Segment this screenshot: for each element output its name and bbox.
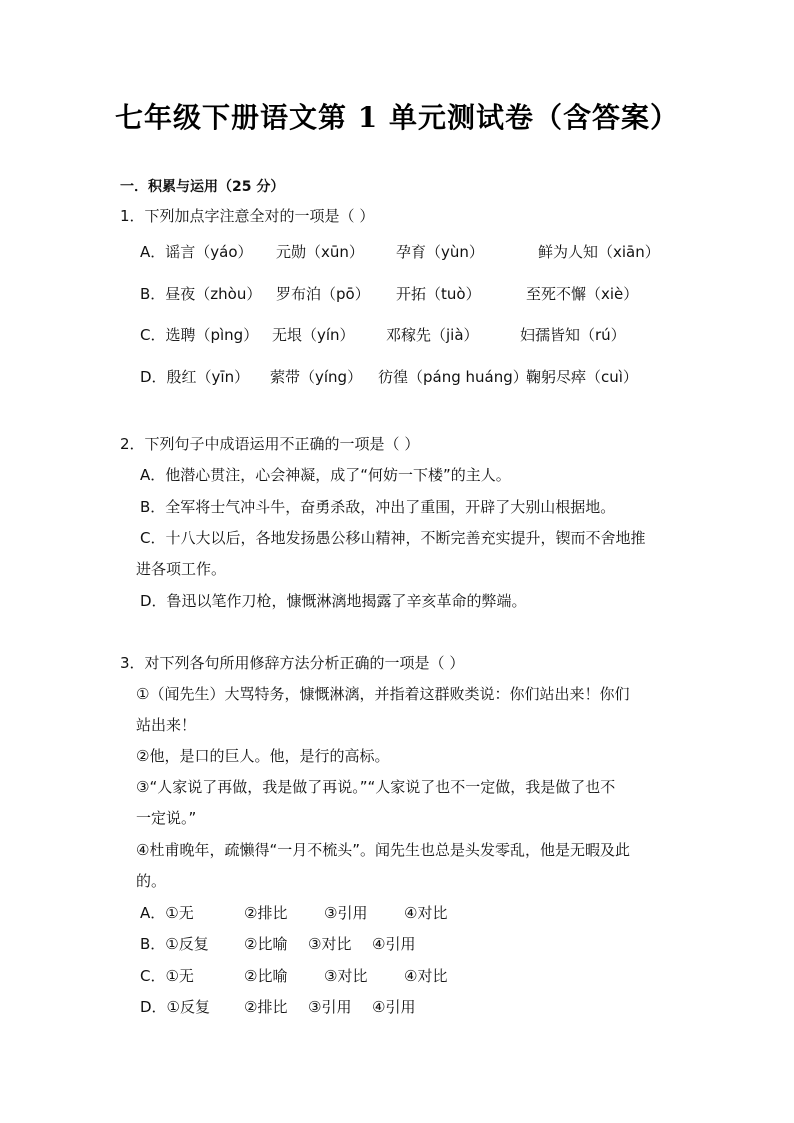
option-item: 鞠躬尽瘁（cuì） <box>526 368 638 386</box>
option-item: D．殷红（yīn） <box>140 368 250 386</box>
option-item: 开拓（tuò） <box>396 285 481 303</box>
option-item: ③对比 <box>308 935 352 953</box>
question-2-option-c-continued: 进各项工作。 <box>136 560 227 578</box>
option-item: ②比喻 <box>244 967 288 985</box>
option-item: 无垠（yín） <box>272 326 355 344</box>
question-3-sentence-3: ③“人家说了再做，我是做了再说。”“人家说了也不一定做，我是做了也不 <box>136 778 616 796</box>
question-3-sentence-2: ②他，是口的巨人。他，是行的高标。 <box>136 747 390 765</box>
question-2-option-a: A．他潜心贯注，心会神凝，成了“何妨一下楼”的主人。 <box>140 466 511 484</box>
option-item: B．①反复 <box>140 935 209 953</box>
question-3-sentence-3-continued: 一定说。” <box>136 809 197 827</box>
question-3-stem: 3．对下列各句所用修辞方法分析正确的一项是（ ） <box>120 654 465 672</box>
option-item: A．谣言（yáo） <box>140 243 253 261</box>
option-item: 罗布泊（pō） <box>276 285 370 303</box>
option-item: A．①无 <box>140 904 194 922</box>
option-item: C．选聘（pìng） <box>140 326 259 344</box>
document-title: 七年级下册语文第 1 单元测试卷（含答案） <box>115 101 679 134</box>
option-item: 妇孺皆知（rú） <box>520 326 626 344</box>
option-item: ④对比 <box>404 904 448 922</box>
question-2-stem: 2．下列句子中成语运用不正确的一项是（ ） <box>120 435 420 453</box>
question-3-sentence-4-continued: 的。 <box>136 872 167 890</box>
question-3-sentence-1: ①（闻先生）大骂特务，慷慨淋漓，并指着这群败类说：你们站出来！你们 <box>136 685 630 703</box>
option-item: 鲜为人知（xiān） <box>538 243 660 261</box>
option-item: B．昼夜（zhòu） <box>140 285 262 303</box>
option-item: D．①反复 <box>140 998 210 1016</box>
option-item: 萦带（yíng） <box>270 368 363 386</box>
option-item: ③引用 <box>308 998 352 1016</box>
option-item: C．①无 <box>140 967 194 985</box>
option-item: ④引用 <box>372 998 416 1016</box>
option-item: 孕育（yùn） <box>396 243 484 261</box>
option-item: ④引用 <box>372 935 416 953</box>
question-3-sentence-4: ④杜甫晚年，疏懒得“一月不梳头”。闻先生也总是头发零乱，他是无暇及此 <box>136 841 630 859</box>
question-3-sentence-1-continued: 站出来！ <box>136 716 197 734</box>
option-item: ④对比 <box>404 967 448 985</box>
section-heading: 一．积累与运用（25 分） <box>120 179 285 195</box>
option-item: ③引用 <box>324 904 368 922</box>
question-2-option-c: C．十八大以后，各地发扬愚公移山精神，不断完善充实提升，锲而不舍地推 <box>140 529 646 547</box>
question-1-stem: 1．下列加点字注意全对的一项是（ ） <box>120 207 375 225</box>
option-item: 彷徨（páng huáng） <box>378 368 528 386</box>
option-item: ③对比 <box>324 967 368 985</box>
option-item: 元勋（xūn） <box>276 243 364 261</box>
question-2-option-b: B．全军将士气冲斗牛，奋勇杀敌，冲出了重围，开辟了大别山根据地。 <box>140 498 616 516</box>
option-item: 邓稼先（jià） <box>386 326 479 344</box>
option-item: ②比喻 <box>244 935 288 953</box>
option-item: ②排比 <box>244 904 288 922</box>
option-item: ②排比 <box>244 998 288 1016</box>
option-item: 至死不懈（xiè） <box>526 285 639 303</box>
question-2-option-d: D．鲁迅以笔作刀枪，慷慨淋漓地揭露了辛亥革命的弊端。 <box>140 592 527 610</box>
